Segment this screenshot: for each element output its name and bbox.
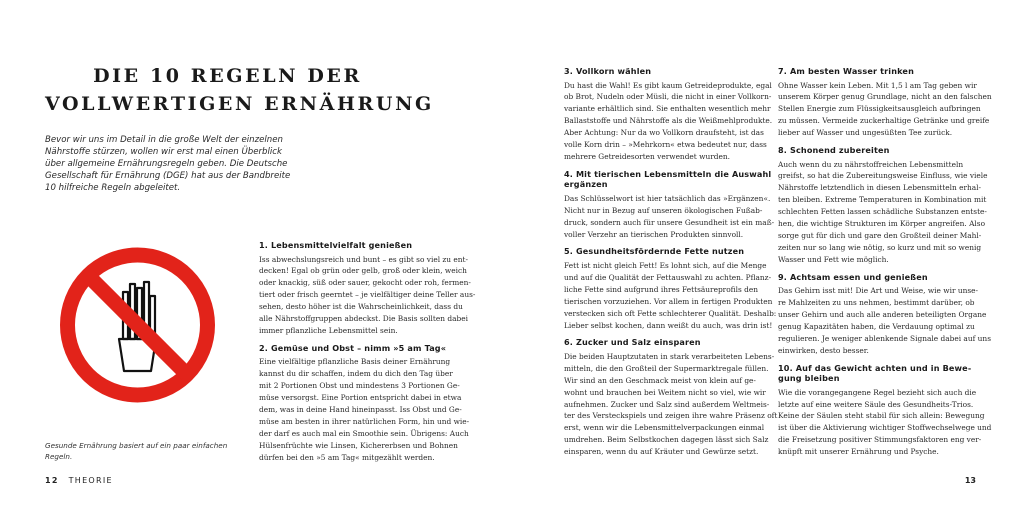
- rule-body: [778, 285, 991, 356]
- rule-body: [564, 80, 773, 163]
- rule-body-line: Das Gehirn isst mit! Die Art und Weise, wie wir unse-: [778, 286, 979, 296]
- rule-body-line: Fett ist nicht gleich Fett! Es lohnt sich, auf die Menge: [564, 260, 767, 270]
- rule-body-line: Keine der Säulen steht stabil für sich allein: Bewegung: [778, 411, 985, 421]
- rule-body-line: die Freisetzung positiver Stimmungsfaktoren eng ver-: [778, 435, 982, 445]
- rule-body-line: Ballaststoffe und Nährstoffe als die Weißmehlprodukte.: [564, 116, 773, 126]
- rule-body-line: genug Kapazitäten haben, die Verdauung optimal zu: [778, 321, 975, 331]
- rule-body-line: dürfen bei den »5 am Tag« mitgezählt werden.: [259, 452, 435, 462]
- rule-body-line: ter des Versteckspiels und zeigen ihre wahre Präsenz oft: [564, 411, 778, 421]
- rule-heading: [564, 246, 764, 257]
- rule-body-line: tierischen vorzuziehen. Vor allem in fertigen Produkten: [564, 296, 773, 306]
- rule-body-line: immer pflanzliche Lebensmittel sein.: [259, 325, 398, 335]
- image-caption: [45, 441, 245, 462]
- rule-body-line: Du hast die Wahl! Es gibt kaum Getreideprodukte, egal: [564, 80, 772, 90]
- rule-body-line: zeiten nur so lang wie nötig, so kurz und mit so wenig: [778, 242, 982, 252]
- rule-body: [259, 356, 470, 463]
- rule-body-line: sehen, desto höher ist die Wahrscheinlichkeit, dass du: [259, 302, 463, 312]
- rule-body-line: müse versorgst. Eine Portion entspricht dabei in etwa: [259, 393, 462, 403]
- rule-section: [259, 342, 470, 464]
- rule-body-line: ist über die Aktivierung wichtiger Stoffwechselwege und: [778, 423, 992, 433]
- rule-body: [778, 159, 988, 266]
- rule-body-line: Lieber selbst kochen, dann weißt du auch, was drin ist!: [564, 320, 773, 330]
- rule-body-line: regulieren. Je weniger ablenkende Signale dabei auf uns: [778, 333, 991, 343]
- rule-body-line: müse am besten in ihrer natürlichen Form, hin und wie-: [259, 416, 470, 426]
- rule-body-line: mitteln, die den Großteil der Supermarktregale füllen.: [564, 363, 769, 373]
- rule-body: [259, 254, 476, 337]
- rule-body-line: voller Verzehr an tierischen Produkten sinnvoll.: [564, 229, 744, 239]
- rule-body-line: schlechten Fetten lassen schädliche Substanzen entste-: [778, 207, 987, 217]
- rule-section: [778, 271, 991, 357]
- rule-body-line: letzte auf eine weitere Säule des Gesundheits-Trios.: [778, 399, 974, 409]
- rule-body-line: Nährstoffe letztendlich in diesen Lebensmitteln erhal-: [778, 183, 982, 193]
- prohibition-sign-graphic: [40, 240, 235, 410]
- rule-heading: [778, 363, 978, 384]
- rule-section: [778, 362, 992, 458]
- rule-heading-line: 4. Mit tierischen Lebensmitteln die Auswahl: [564, 168, 772, 179]
- rule-body-line: einwirken, desto besser.: [778, 345, 869, 355]
- rule-body-line: einsparen, wenn du auf Kräuter und Gewürze setzt.: [564, 447, 759, 457]
- rule-body-line: Nicht nur in Bezug auf unseren ökologischen Fußab-: [564, 205, 763, 215]
- rule-heading-line: 5. Gesundheitsfördernde Fette nutzen: [564, 246, 745, 257]
- rule-body: [564, 351, 778, 458]
- rule-body-line: Ohne Wasser kein Leben. Mit 1,5 l am Tag geben wir: [778, 80, 977, 90]
- rule-section: [564, 246, 777, 331]
- rule-heading: [564, 66, 764, 77]
- rule-heading: [778, 145, 978, 156]
- rule-body-line: Wasser und Fett wie möglich.: [778, 254, 889, 264]
- rule-body-line: mehrere Getreidesorten verwendet wurden.: [564, 151, 730, 161]
- intro-line: Nährstoffe stürzen, wollen wir erst mal einen Überblick: [45, 147, 282, 158]
- caption-line: Gesunde Ernährung basiert auf ein paar einfachen: [45, 441, 228, 450]
- rule-body-line: ob Brot, Nudeln oder Müsli, die nicht in einer Vollkorn-: [564, 92, 772, 102]
- rule-body-line: Hülsenfrüchte wie Linsen, Kichererbsen und Bohnen: [259, 440, 458, 450]
- title-line: VOLLWERTIGEN ERNÄHRUNG: [45, 93, 434, 115]
- rule-heading: [259, 343, 459, 354]
- page-footer-left: [45, 476, 113, 485]
- intro-line: 10 hilfreiche Regeln abgeleitet.: [45, 183, 181, 194]
- rule-body-line: zu müssen. Vermeide zuckerhaltige Getränke und greife: [778, 116, 990, 126]
- rule-body-line: Das Schlüsselwort ist hier tatsächlich das »Ergänzen«.: [564, 193, 771, 203]
- rule-body-line: re Mahlzeiten zu uns nehmen, bestimmt darüber, ob: [778, 298, 975, 308]
- rule-heading: [778, 66, 978, 77]
- rule-body-line: verstecken sich oft Fette schlechterer Qualität. Deshalb:: [564, 308, 777, 318]
- rule-heading-line: ergänzen: [564, 179, 608, 190]
- rule-body-line: wohnt und brauchen bei Weitem nicht so viel, wie wir: [564, 387, 766, 397]
- rule-heading-line: 1. Lebensmittelvielfalt genießen: [259, 240, 413, 250]
- page-number-right: 13: [964, 476, 976, 485]
- rule-heading-line: 9. Achtsam essen und genießen: [778, 271, 928, 282]
- rule-body-line: Iss abwechslungsreich und bunt – es gibt so viel zu ent-: [259, 254, 469, 264]
- rule-body-line: Aber Achtung: Nur da wo Vollkorn draufsteht, ist das: [564, 128, 764, 138]
- no-fries-sign-icon: [40, 240, 235, 410]
- rule-body-line: knüpft mit unserer Ernährung und Psyche.: [778, 447, 939, 457]
- rule-body-line: unserem Körper genug Grundlage, nicht an den falschen: [778, 92, 992, 102]
- page-number-left: 12: [45, 476, 59, 485]
- rule-body-line: Eine vielfältige pflanzliche Basis deiner Ernährung: [259, 357, 451, 367]
- rule-heading: [564, 168, 772, 190]
- rule-section: [564, 168, 775, 241]
- rule-body: [778, 80, 992, 140]
- rule-heading-line: 8. Schonend zubereiten: [778, 145, 890, 156]
- rule-heading: [564, 337, 764, 348]
- rule-body-line: greifst, so hat die Zubereitungsweise Einfluss, wie viele: [778, 171, 988, 181]
- rule-body-line: Wir sind an den Geschmack meist von klein auf ge-: [564, 375, 756, 385]
- rule-body-line: Wie die vorangegangene Regel bezieht sich auch die: [778, 387, 977, 397]
- rule-body-line: Die beiden Hauptzutaten in stark verarbeiteten Lebens-: [564, 351, 775, 361]
- rule-body-line: hen, die wichtige Strukturen im Körper angreifen. Also: [778, 219, 986, 229]
- rule-body: [564, 193, 775, 241]
- rule-section: [259, 240, 476, 337]
- rule-heading-line: 7. Am besten Wasser trinken: [778, 66, 914, 76]
- rules-column-2: [564, 66, 778, 464]
- rule-body-line: und auf die Qualität der Fettauswahl zu achten. Pflanz-: [564, 272, 772, 282]
- rule-body-line: volle Korn drin – »Mehrkorn« etwa bedeutet nur, dass: [564, 140, 767, 150]
- rule-body-line: unser Gehirn und auch alle anderen beteiligten Organe: [778, 310, 987, 319]
- rule-body-line: druck, sondern auch für unsere Gesundheit ist ein maß-: [564, 217, 775, 227]
- rule-body-line: alle Nährstoffgruppen abdeckst. Die Basis sollten dabei: [259, 314, 468, 324]
- rule-heading: [778, 272, 978, 283]
- rules-column-1: [259, 240, 476, 470]
- prohibition-icon: [68, 255, 208, 395]
- intro-line: Gesellschaft für Ernährung (DGE) hat aus der Bandbreite: [45, 171, 291, 182]
- rule-body-line: liche Fette sind aufgrund ihres Fettsäureprofils den: [564, 284, 758, 294]
- rule-heading-line: 3. Vollkorn wählen: [564, 66, 652, 76]
- rule-body-line: mit 2 Portionen Obst und mindestens 3 Portionen Ge-: [259, 381, 460, 391]
- rule-body-line: oder knackig, süß oder sauer, gekocht oder roh, fermen-: [259, 278, 471, 288]
- intro-line: Bevor wir uns im Detail in die große Welt der einzelnen: [45, 135, 283, 145]
- caption-line: Regeln.: [45, 451, 73, 461]
- rule-body-line: umdrehen. Beim Selbstkochen dagegen lässt sich Salz: [564, 435, 769, 445]
- rule-body: [564, 260, 777, 331]
- title-line: DIE 10 REGELN DER: [93, 65, 362, 87]
- rule-body-line: tiert oder frisch geerntet – je vielfältiger deine Teller aus-: [259, 290, 476, 300]
- rule-body-line: Stellen Energie zum Flüssigkeitsausgleich aufbringen: [778, 104, 981, 114]
- rule-body: [778, 387, 992, 458]
- rule-section: [564, 337, 778, 458]
- rule-heading: [259, 240, 459, 251]
- rule-body-line: decken! Egal ob grün oder gelb, groß oder klein, weich: [259, 266, 467, 276]
- rule-section: [778, 66, 992, 139]
- page-title: [45, 62, 434, 118]
- rules-column-3: [778, 66, 992, 464]
- rule-body-line: der darf es auch mal ein Smoothie sein. Übrigens: Auch: [259, 428, 469, 438]
- rule-body-line: aufnehmen. Zucker und Salz sind außerdem Weltmeis-: [564, 399, 770, 409]
- rule-heading-line: 6. Zucker und Salz einsparen: [564, 337, 701, 348]
- section-label: THEORIE: [68, 476, 113, 485]
- rule-body-line: dem, was in deine Hand hineinpasst. Iss Obst und Ge-: [259, 404, 462, 414]
- intro-line: über allgemeine Ernährungsregeln geben. Die Deutsche: [45, 159, 288, 170]
- rule-body-line: Auch wenn du zu nährstoffreichen Lebensmitteln: [778, 159, 964, 169]
- rule-body-line: lieber auf Wasser und ungesüßten Tee zurück.: [778, 128, 953, 138]
- intro-paragraph: [45, 134, 325, 194]
- rule-body-line: variante erhältlich sind. Sie enthalten wesentlich mehr: [564, 104, 771, 114]
- rule-heading-line: 10. Auf das Gewicht achten und in Bewe-: [778, 362, 972, 373]
- rule-section: [564, 66, 773, 163]
- rule-section: [778, 145, 988, 266]
- rule-body-line: ten bleiben. Extreme Temperaturen in Kombination mit: [778, 195, 987, 205]
- rule-heading-line: 2. Gemüse und Obst – nimm »5 am Tag«: [259, 342, 447, 353]
- rule-body-line: sorge gut für dich und gare den Großteil deiner Mahl-: [778, 230, 982, 240]
- rule-body-line: kannst du dir schaffen, indem du dich den Tag über: [259, 369, 453, 379]
- rule-body-line: erst, wenn wir die Lebensmittelverpackungen einmal: [564, 423, 765, 433]
- rule-heading-line: gung bleiben: [778, 373, 840, 384]
